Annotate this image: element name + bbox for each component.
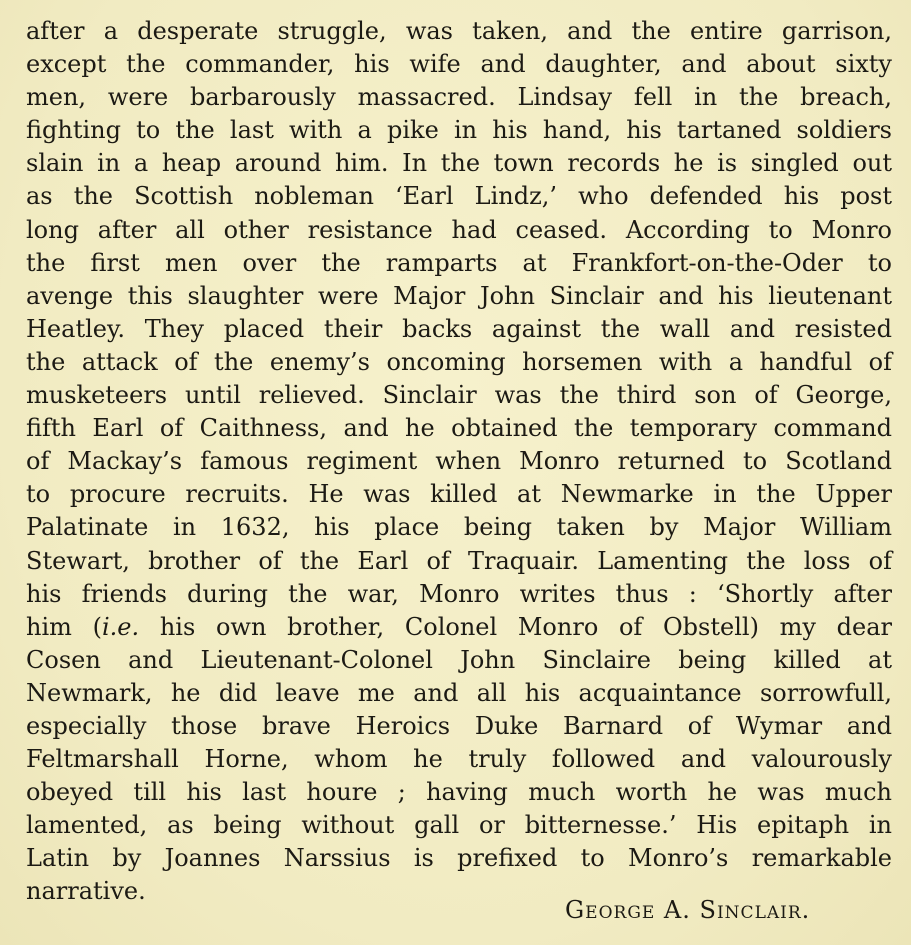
text-line-17: Stewart, brother of the Earl of Traquair. Lamenting the loss of bbox=[26, 546, 892, 575]
text-line-10: Heatley. They placed their backs against the wall and resisted bbox=[26, 314, 892, 343]
text-line-15: to procure recruits. He was killed at Newmarke in the Upper bbox=[26, 480, 892, 509]
text-line-5: slain in a heap around him. In the town records he is singled out bbox=[26, 149, 892, 178]
text-line-16: Palatinate in 1632, his place being taken by Major William bbox=[26, 513, 892, 542]
text-line-20: Cosen and Lieutenant-Colonel John Sinclaire being killed at bbox=[26, 645, 892, 674]
text-segment: his own brother, Colonel Monro of Obstell) my dear bbox=[139, 612, 893, 641]
text-line-2: except the commander, his wife and daughter, and about sixty bbox=[26, 50, 892, 79]
text-line-18: his friends during the war, Monro writes thus : ‘Shortly after bbox=[26, 579, 892, 608]
text-line-19 bbox=[26, 611, 892, 644]
text-line-11: the attack of the enemy’s oncoming horsemen with a handful of bbox=[26, 347, 892, 376]
text-line-7: long after all other resistance had ceased. According to Monro bbox=[26, 215, 892, 244]
text-line-24: obeyed till his last houre ; having much worth he was much bbox=[26, 778, 892, 807]
text-line-14: of Mackay’s famous regiment when Monro returned to Scotland bbox=[26, 447, 892, 476]
text-line-12: musketeers until relieved. Sinclair was the third son of George, bbox=[26, 381, 892, 410]
text-line-21: Newmark, he did leave me and all his acquaintance sorrowfull, bbox=[26, 678, 892, 707]
text-line-1: after a desperate struggle, was taken, and the entire garrison, bbox=[26, 17, 892, 45]
author-signature: George A. Sinclair. bbox=[565, 896, 811, 924]
text-line-23: Feltmarshall Horne, whom he truly followed and valourously bbox=[26, 745, 892, 774]
italic-abbreviation: i.e. bbox=[101, 612, 140, 641]
text-line-22: especially those brave Heroics Duke Barnard of Wymar and bbox=[26, 711, 892, 740]
text-line-25: lamented, as being without gall or bitternesse.’ His epitaph in bbox=[26, 811, 892, 840]
text-line-8: the first men over the ramparts at Frankfort-on-the-Oder to bbox=[26, 248, 892, 277]
text-line-13: fifth Earl of Caithness, and he obtained the temporary command bbox=[26, 414, 892, 443]
text-line-9: avenge this slaughter were Major John Sinclair and his lieutenant bbox=[26, 281, 892, 310]
text-line-6: as the Scottish nobleman ‘Earl Lindz,’ who defended his post bbox=[26, 182, 892, 211]
text-segment: him ( bbox=[26, 612, 102, 641]
text-line-26: Latin by Joannes Narssius is prefixed to Monro’s remarkable bbox=[26, 844, 892, 873]
text-line-27: narrative. bbox=[26, 877, 146, 906]
body-paragraph bbox=[26, 15, 892, 909]
text-line-3: men, were barbarously massacred. Lindsay fell in the breach, bbox=[26, 83, 892, 112]
text-line-4: fighting to the last with a pike in his hand, his tartaned soldiers bbox=[26, 116, 892, 145]
